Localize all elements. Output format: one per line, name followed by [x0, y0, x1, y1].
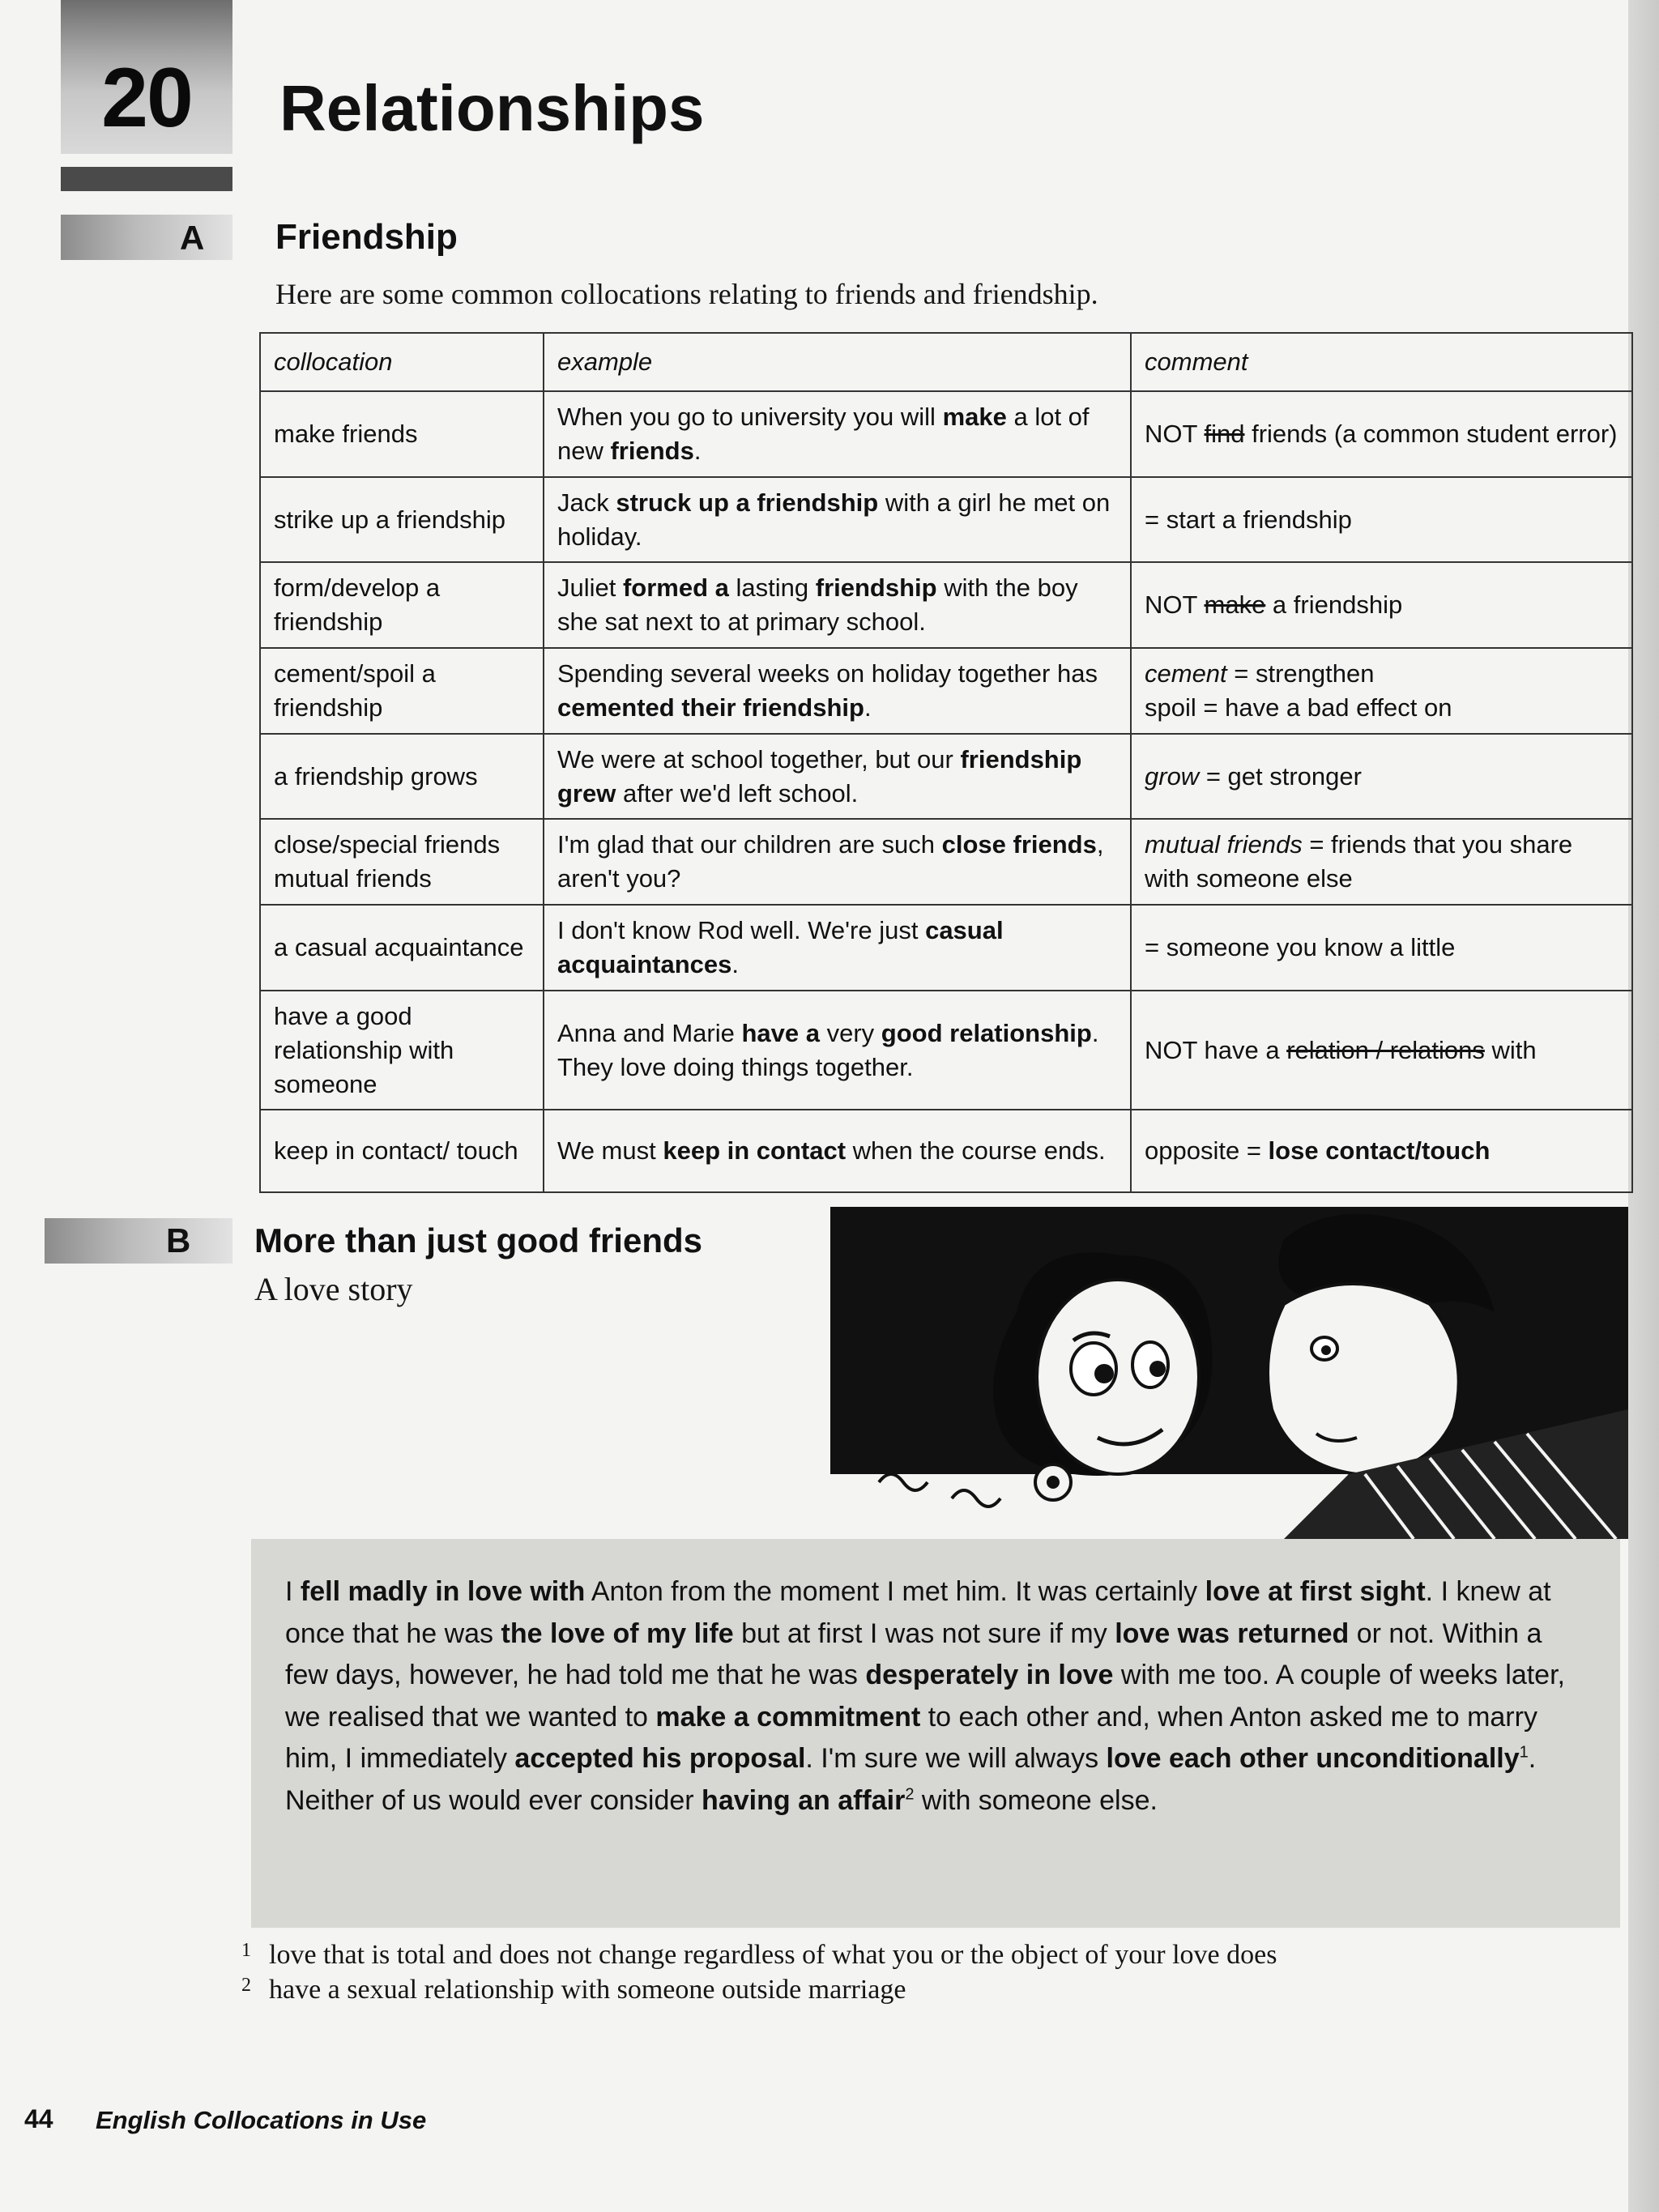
- table-row: [260, 477, 1632, 563]
- table-row: [260, 819, 1632, 905]
- example-cell: I don't know Rod well. We're just casual acquaintances.: [544, 905, 1131, 991]
- comment-cell: grow = get stronger: [1131, 734, 1632, 820]
- footnote-2: [241, 1975, 906, 2005]
- comment-cell: NOT have a relation / relations with: [1131, 991, 1632, 1110]
- unit-title: Relationships: [279, 72, 705, 144]
- footnote-1: [241, 1940, 1277, 1971]
- example-cell: Anna and Marie have a very good relationship. They love doing things together.: [544, 991, 1131, 1110]
- footnote-1-number: 1: [241, 1940, 251, 1961]
- table-body: [260, 391, 1632, 1192]
- table-row: [260, 562, 1632, 648]
- section-a-marker: [61, 215, 232, 260]
- collocation-cell: strike up a friendship: [260, 477, 544, 563]
- collocation-cell: form/develop a friendship: [260, 562, 544, 648]
- unit-divider-bar: [61, 167, 232, 191]
- comment-cell: = someone you know a little: [1131, 905, 1632, 991]
- example-cell: I'm glad that our children are such close friends, aren't you?: [544, 819, 1131, 905]
- page-number: 44: [24, 2104, 53, 2133]
- collocation-cell: keep in contact/ touch: [260, 1110, 544, 1192]
- table-row: [260, 391, 1632, 477]
- section-a-intro: Here are some common collocations relating to friends and friendship.: [275, 278, 1098, 310]
- unit-number: 20: [101, 51, 192, 145]
- column-header-collocation: collocation: [260, 333, 544, 391]
- section-b-marker: [45, 1218, 232, 1264]
- collocation-cell: close/special friends mutual friends: [260, 819, 544, 905]
- footnote-1-text: love that is total and does not change regardless of what you or the object of your love does: [269, 1940, 1277, 1970]
- comment-cell: NOT make a friendship: [1131, 562, 1632, 648]
- footnote-2-number: 2: [241, 1975, 251, 1996]
- example-cell: When you go to university you will make a lot of new friends.: [544, 391, 1131, 477]
- section-b-subtitle: A love story: [254, 1271, 413, 1307]
- table-row: [260, 905, 1632, 991]
- comment-cell: cement = strengthen spoil = have a bad effect on: [1131, 648, 1632, 734]
- collocation-cell: have a good relationship with someone: [260, 991, 544, 1110]
- book-title: English Collocations in Use: [96, 2106, 427, 2134]
- love-story-text: I fell madly in love with Anton from the moment I met him. It was certainly love at first sight. I knew at once that he was the love of my life but at first I was not sure if my love was returned or not. Within a few days, however, he had told me that he was desperately in love with me too. A couple of weeks later, we realised that we wanted to make a commitment to each other and, when Anton asked me to marry him, I immediately accepted his proposal. I'm sure we will always love each other unconditionally$^1$. Neither of us would ever consider having an affair$^2$ with someone else.: [285, 1576, 1565, 1816]
- table-row: [260, 991, 1632, 1110]
- column-header-example: example: [544, 333, 1131, 391]
- table-row: [260, 648, 1632, 734]
- example-cell: Juliet formed a lasting friendship with the boy she sat next to at primary school.: [544, 562, 1131, 648]
- couple-cartoon-illustration: [830, 1207, 1628, 1539]
- table-row: [260, 1110, 1632, 1192]
- collocation-cell: a friendship grows: [260, 734, 544, 820]
- section-a-letter: A: [180, 219, 205, 257]
- collocation-table: [259, 332, 1633, 1193]
- collocation-cell: make friends: [260, 391, 544, 477]
- table-row: [260, 734, 1632, 820]
- example-cell: Jack struck up a friendship with a girl he met on holiday.: [544, 477, 1131, 563]
- comment-cell: = start a friendship: [1131, 477, 1632, 563]
- column-header-comment: comment: [1131, 333, 1632, 391]
- footnote-2-text: have a sexual relationship with someone outside marriage: [269, 1975, 906, 2005]
- comment-cell: mutual friends = friends that you share with someone else: [1131, 819, 1632, 905]
- collocation-cell: cement/spoil a friendship: [260, 648, 544, 734]
- section-b-title: More than just good friends: [254, 1221, 702, 1259]
- table-header-row: [260, 333, 1632, 391]
- comment-cell: NOT find friends (a common student error): [1131, 391, 1632, 477]
- collocation-cell: a casual acquaintance: [260, 905, 544, 991]
- comment-cell: opposite = lose contact/touch: [1131, 1110, 1632, 1192]
- example-cell: We were at school together, but our friendship grew after we'd left school.: [544, 734, 1131, 820]
- example-cell: We must keep in contact when the course ends.: [544, 1110, 1131, 1192]
- section-a-title: Friendship: [275, 217, 458, 257]
- section-b-letter: B: [166, 1221, 191, 1259]
- example-cell: Spending several weeks on holiday together has cemented their friendship.: [544, 648, 1131, 734]
